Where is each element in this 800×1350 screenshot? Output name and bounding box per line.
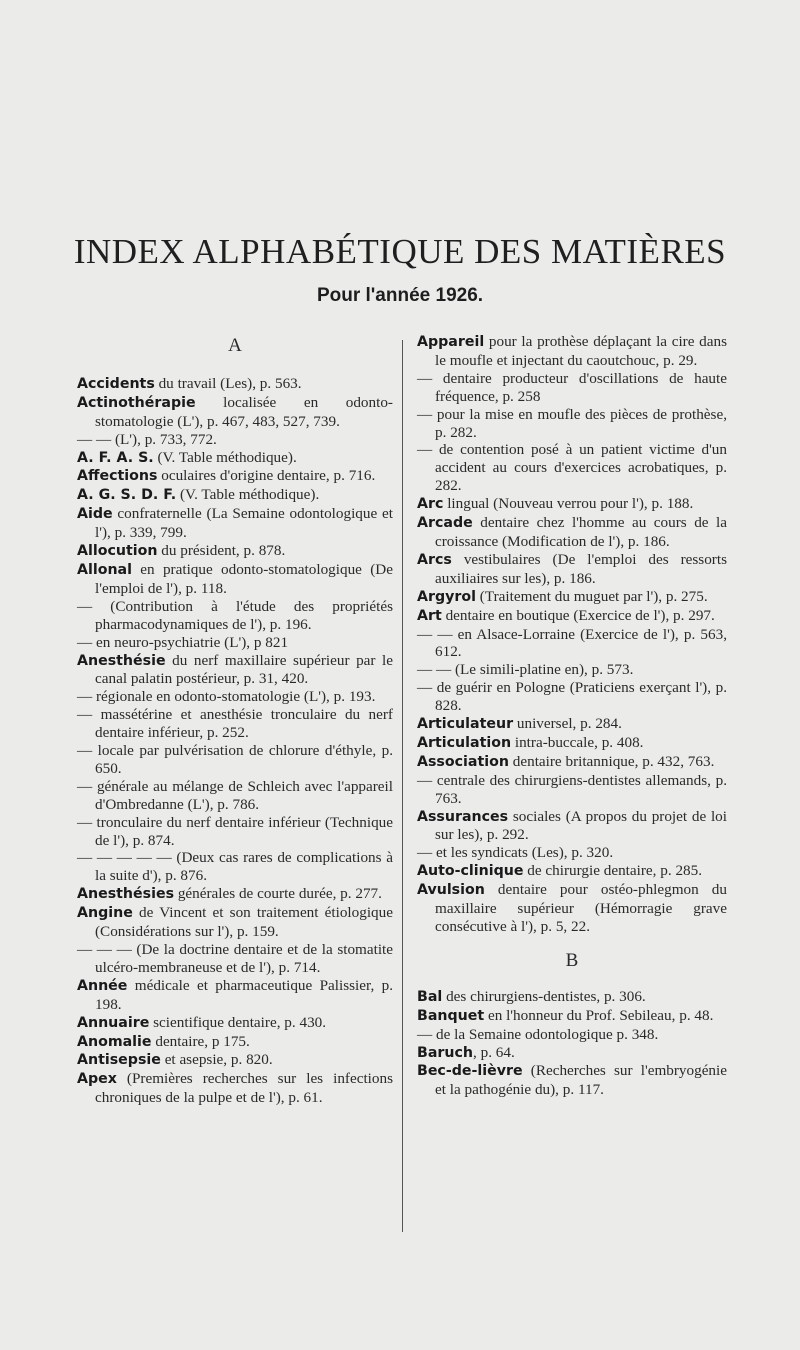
entry-text: — — — (De la doctrine dentaire et de la stomatite ulcéro-membraneuse et de l'), p. 714.	[77, 941, 393, 976]
entry-headword: Allonal	[77, 561, 132, 578]
entry-headword: Arcade	[417, 515, 473, 532]
entry-text: en l'honneur du Prof. Sebileau, p. 48.	[484, 1006, 714, 1024]
entry-text: du nerf maxillaire supérieur par le canal palatin postérieur, p. 31, 420.	[95, 651, 393, 688]
entry-text: — tronculaire du nerf dentaire inférieur (Technique de l'), p. 874.	[77, 813, 393, 849]
entry-headword: Assurances	[417, 808, 509, 825]
right-column	[417, 333, 727, 1099]
entry-headword: Articulateur	[417, 716, 514, 733]
entry-headword: Anesthésies	[77, 886, 175, 903]
index-entry	[417, 862, 727, 881]
index-entry	[417, 333, 727, 370]
index-entry	[417, 734, 727, 753]
section-letter-b: B	[565, 949, 579, 971]
index-entry	[77, 561, 393, 598]
entry-text: (V. Table méthodique).	[176, 486, 320, 504]
entry-text: lingual (Nouveau verrou pour l'), p. 188.	[443, 495, 694, 513]
entry-text: — régionale en odonto-stomatologie (L'), p. 193.	[77, 688, 376, 706]
entry-text: dentaire pour ostéo-phlegmon du maxillaire supérieur (Hémorragie grave consécutive à l'), p. 5, 22.	[435, 881, 727, 935]
index-entry	[77, 505, 393, 542]
index-entry	[77, 375, 393, 394]
entry-headword: Bal	[417, 988, 443, 1005]
column-divider	[402, 340, 403, 1232]
entry-text: — — (Le simili-platine en), p. 573.	[417, 661, 634, 679]
entry-headword: Antisepsie	[77, 1052, 161, 1069]
right-entry-list-b	[417, 988, 727, 1099]
entry-headword: Anesthésie	[77, 652, 166, 669]
index-entry	[417, 988, 727, 1007]
entry-text: — — en Alsace-Lorraine (Exercice de l'), p. 563, 612.	[417, 625, 727, 661]
entry-headword: Angine	[77, 905, 133, 922]
entry-text: scientifique dentaire, p. 430.	[149, 1013, 327, 1031]
index-entry	[417, 715, 727, 734]
index-entry	[417, 753, 727, 772]
index-entry	[417, 588, 727, 607]
entry-text: — massétérine et anesthésie tronculaire du nerf dentaire inférieur, p. 252.	[77, 706, 393, 742]
index-entry	[77, 431, 393, 449]
entry-text: du président, p. 878.	[157, 542, 286, 560]
index-entry	[77, 634, 393, 652]
index-entry	[77, 778, 393, 814]
entry-headword: Baruch	[417, 1044, 473, 1061]
entry-headword: Auto-clinique	[417, 863, 524, 880]
index-entry	[77, 742, 393, 778]
entry-headword: Argyrol	[417, 588, 476, 605]
index-entry	[77, 706, 393, 742]
index-entry	[77, 467, 393, 486]
index-entry	[77, 542, 393, 561]
entry-headword: Art	[417, 607, 442, 624]
entry-text: des chirurgiens-dentistes, p. 306.	[442, 987, 646, 1005]
index-entry	[77, 688, 393, 706]
entry-text: (Traitement du muguet par l'), p. 275.	[476, 587, 708, 605]
index-entry	[417, 370, 727, 406]
index-entry	[417, 679, 727, 715]
entry-text: de chirurgie dentaire, p. 285.	[523, 862, 703, 880]
entry-text: oculaires d'origine dentaire, p. 716.	[157, 467, 376, 485]
index-entry	[77, 449, 393, 468]
index-entry	[417, 1007, 727, 1026]
index-entry	[77, 941, 393, 977]
entry-text: dentaire chez l'homme au cours de la croissance (Modification de l'), p. 186.	[435, 514, 727, 550]
entry-text: — (Contribution à l'étude des propriétés pharmacodynamiques de l'), p. 196.	[77, 597, 393, 633]
index-entry	[77, 814, 393, 850]
page-title: INDEX ALPHABÉTIQUE DES MATIÈRES	[73, 232, 727, 271]
entry-text: en pratique odonto-stomatologique (De l'emploi de l'), p. 118.	[95, 560, 393, 597]
entry-text: — — (L'), p. 733, 772.	[77, 430, 217, 448]
entry-text: sociales (A propos du projet de loi sur les), p. 292.	[435, 807, 727, 844]
page-subtitle: Pour l'année 1926.	[316, 285, 484, 306]
entry-text: — de guérir en Pologne (Praticiens exerçant l'), p. 828.	[417, 679, 727, 715]
index-entry	[417, 1062, 727, 1099]
entry-text: , p. 64.	[473, 1043, 515, 1061]
entry-text: (Recherches sur l'embryogénie et la pathogénie du), p. 117.	[435, 1062, 727, 1099]
entry-text: vestibulaires (De l'emploi des ressorts auxiliaires sur les), p. 186.	[435, 550, 727, 587]
index-entry	[417, 881, 727, 936]
index-entry	[77, 1070, 393, 1107]
entry-headword: A. F. A. S.	[77, 449, 154, 466]
index-entry	[417, 808, 727, 845]
entry-text: — et les syndicats (Les), p. 320.	[417, 844, 614, 862]
entry-text: générales de courte durée, p. 277.	[174, 885, 382, 903]
index-entry	[77, 904, 393, 941]
index-entry	[77, 1014, 393, 1033]
entry-text: (V. Table méthodique).	[153, 448, 297, 466]
right-entry-list-a	[417, 333, 727, 936]
entry-headword: Annuaire	[77, 1014, 150, 1031]
entry-text: confraternelle (La Semaine odontologique et l'), p. 339, 799.	[95, 505, 393, 542]
index-entry	[417, 626, 727, 662]
index-entry	[417, 661, 727, 679]
entry-text: (Premières recherches sur les infections chroniques de la pulpe et de l'), p. 61.	[95, 1070, 393, 1107]
index-entry	[417, 1044, 727, 1063]
entry-headword: Affections	[77, 468, 158, 485]
entry-text: universel, p. 284.	[513, 715, 622, 733]
entry-text: de Vincent et son traitement étiologique (Considérations sur l'), p. 159.	[95, 904, 393, 941]
index-entry	[77, 977, 393, 1014]
left-entry-list	[77, 375, 393, 1107]
entry-text: — en neuro-psychiatrie (L'), p 821	[77, 633, 289, 651]
entry-text: — pour la mise en moufle des pièces de prothèse, p. 282.	[417, 405, 727, 441]
entry-text: — dentaire producteur d'oscillations de haute fréquence, p. 258	[417, 369, 727, 405]
entry-headword: Allocution	[77, 543, 158, 560]
entry-text: — — — — — (Deux cas rares de complications à la suite d'), p. 876.	[77, 849, 393, 885]
index-entry	[77, 598, 393, 634]
entry-headword: Aide	[77, 506, 113, 523]
index-entry	[77, 486, 393, 505]
entry-text: — locale par pulvérisation de chlorure d'éthyle, p. 650.	[77, 742, 393, 777]
entry-headword: Actinothérapie	[77, 394, 196, 411]
entry-text: pour la prothèse déplaçant la cire dans le moufle et injectant du caoutchouc, p. 29.	[435, 333, 727, 369]
index-entry	[417, 441, 727, 495]
section-letter-a: A	[228, 335, 242, 356]
entry-text: médicale et pharmaceutique Palissier, p. 198.	[95, 976, 393, 1013]
entry-text: — de la Semaine odontologique p. 348.	[417, 1025, 659, 1043]
index-entry	[417, 514, 727, 551]
index-entry	[417, 772, 727, 808]
entry-headword: Année	[77, 977, 128, 994]
entry-headword: Bec-de-lièvre	[417, 1063, 523, 1080]
entry-text: intra-buccale, p. 408.	[511, 733, 644, 751]
index-entry	[77, 1033, 393, 1052]
entry-text: — générale au mélange de Schleich avec l'appareil d'Ombredanne (L'), p. 786.	[77, 777, 393, 813]
entry-headword: Apex	[77, 1071, 117, 1088]
entry-headword: Appareil	[417, 334, 485, 350]
entry-text: et asepsie, p. 820.	[160, 1051, 273, 1069]
entry-text: du travail (Les), p. 563.	[154, 374, 302, 392]
index-entry	[417, 607, 727, 626]
entry-text: dentaire britannique, p. 432, 763.	[508, 752, 715, 770]
index-entry	[417, 551, 727, 588]
entry-headword: Avulsion	[417, 882, 485, 899]
entry-text: dentaire, p 175.	[151, 1032, 250, 1050]
entry-headword: Arc	[417, 496, 444, 513]
entry-text: — de contention posé à un patient victime d'un accident au cours d'exercices acrobatiques, p. 282.	[417, 441, 727, 495]
entry-headword: Arcs	[417, 551, 452, 568]
entry-headword: Banquet	[417, 1007, 485, 1024]
entry-headword: Articulation	[417, 734, 512, 751]
entry-text: dentaire en boutique (Exercice de l'), p. 297.	[441, 606, 715, 624]
index-entry	[417, 1026, 727, 1044]
entry-headword: Association	[417, 753, 509, 770]
index-entry	[417, 844, 727, 862]
index-entry	[77, 1051, 393, 1070]
index-entry	[417, 495, 727, 514]
entry-text: — centrale des chirurgiens-dentistes allemands, p. 763.	[417, 771, 727, 807]
entry-headword: Accidents	[77, 375, 155, 392]
index-entry	[417, 406, 727, 442]
index-entry	[77, 849, 393, 885]
index-entry	[77, 885, 393, 904]
entry-headword: Anomalie	[77, 1033, 152, 1050]
index-entry	[77, 394, 393, 431]
entry-text: localisée en odonto-stomatologie (L'), p. 467, 483, 527, 739.	[95, 393, 393, 430]
entry-headword: A. G. S. D. F.	[77, 487, 177, 504]
index-entry	[77, 652, 393, 689]
left-column	[77, 335, 393, 1107]
